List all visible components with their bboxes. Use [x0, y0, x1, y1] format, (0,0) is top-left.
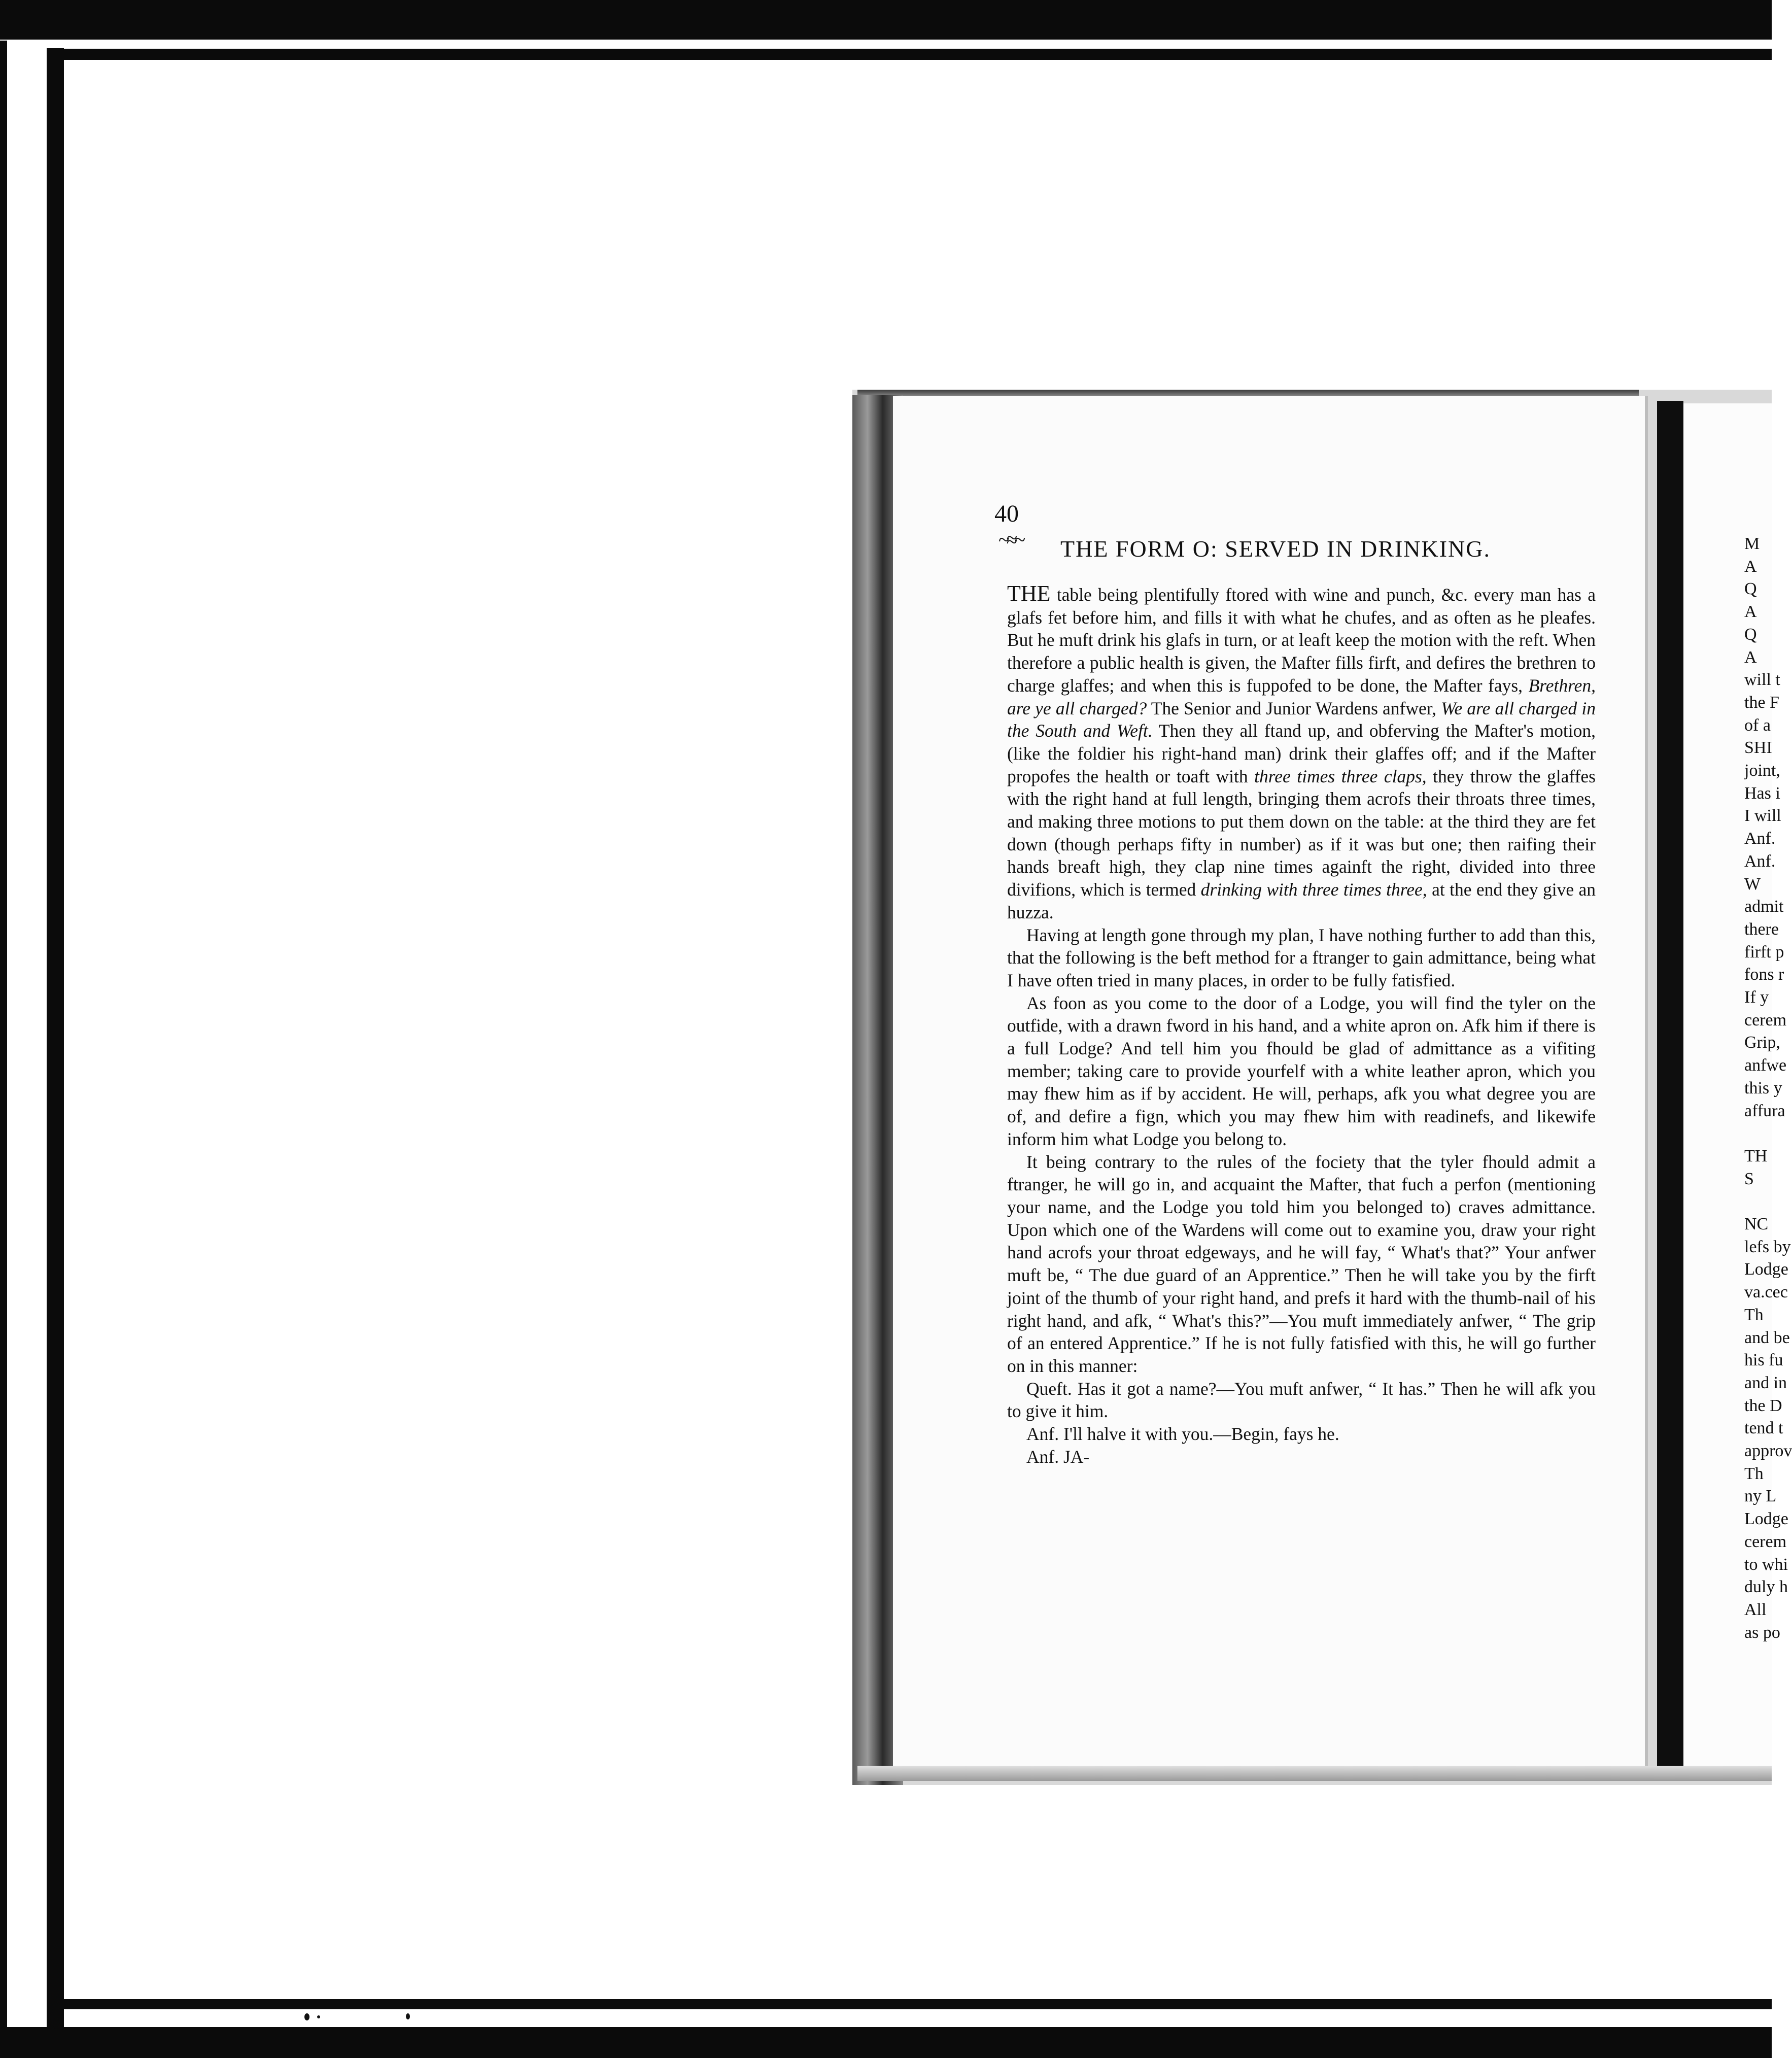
right-page-line: S — [1744, 1169, 1754, 1188]
right-page-line: tend t — [1744, 1419, 1783, 1438]
italic-phrase: We are all charged in the South and Weft. — [1007, 698, 1596, 741]
right-page-line: W — [1744, 874, 1761, 894]
paragraph-5: Queft. Has it got a name?—You muft anfwer, “ It has.” Then he will afk you to give it him. — [1007, 1378, 1596, 1422]
right-page-line: affura — [1744, 1101, 1785, 1120]
right-page-line: Anf. — [1744, 829, 1776, 848]
right-page-line: this y — [1744, 1078, 1782, 1097]
right-page-line: of a — [1744, 715, 1771, 735]
right-page-line: the F — [1744, 693, 1779, 712]
paragraph-1: THE table being plentifully ftored with wine and punch, &c. every man has a glafs fet before him, and fills it with what he chufes, and as often as he pleafes. But he muft drink his glafs in turn, or at leaft keep the motion with the reft. When therefore a public health is given, the Mafter fills firft, and defires the brethren to charge glaffes; and when this is fuppofed to be done, the Mafter fays, Brethren, are ye all charged? The Senior and Junior Wardens anfwer, We are all charged in the South and Weft. Then they all ftand up, and obferving the Mafter's motion, (like the foldier his right-hand man) drink their glaffes off; and if the Mafter propofes the health or toaft with three times three claps, they throw the glaffes with the right hand at full length, bringing them acrofs their throats three times, and making three motions to put them down on the table: at the third they are fet down (though perhaps fifty in number) as if it was but one; then raifing their hands breaft high, they clap nine times againft the right, divided into three divifions, which is termed drinking with three times three, at the end they give an huzza. — [1007, 581, 1596, 922]
right-page-line: there — [1744, 919, 1779, 939]
ornament: ~≈~ — [998, 528, 1023, 551]
right-page-line: and be — [1744, 1328, 1790, 1347]
right-page-line: Th — [1744, 1305, 1764, 1324]
right-page-line: NC — [1744, 1215, 1769, 1233]
film-speck — [317, 2015, 320, 2018]
right-page-line: SHI — [1744, 738, 1772, 758]
right-page-line: cerem — [1744, 1532, 1787, 1551]
right-page-line: the D — [1744, 1396, 1782, 1415]
film-border-top — [0, 0, 1772, 40]
right-page-line: va.cec — [1744, 1283, 1788, 1302]
right-page-line: Lodge — [1744, 1510, 1788, 1529]
right-page-line: duly h — [1744, 1577, 1788, 1597]
right-page-line: to whi — [1744, 1555, 1788, 1574]
right-page-line: TH — [1744, 1146, 1768, 1165]
page-number: 40 — [994, 500, 1019, 527]
italic-phrase: drinking with three times three, — [1200, 879, 1427, 900]
film-border-left — [47, 48, 64, 2030]
film-speck — [304, 2013, 309, 2020]
film-frame-bottom — [64, 1999, 1772, 2009]
right-page-line: Grip, — [1744, 1033, 1780, 1052]
right-page-line: I will — [1744, 806, 1781, 826]
paragraph-6: Anf. I'll halve it with you.—Begin, fays he. — [1026, 1424, 1339, 1445]
paragraph-3: As foon as you come to the door of a Lodge, you will find the tyler on the outfide, with a drawn fword in his hand, and a white apron on. Afk him if there is a full Lodge? And tell him you fhould be glad of admittance as a vifiting member; taking care to provide yourfelf with a white leather apron, which you may fhew him as if by accident. He will, perhaps, afk you what degree you are of, and defire a fign, which you may fhew him with readinefs, and likewife inform him what Lodge you belong to. — [1007, 992, 1596, 1149]
right-page-line: If y — [1744, 988, 1769, 1007]
right-page-line: and in — [1744, 1373, 1787, 1392]
right-page-line: Th — [1744, 1464, 1764, 1483]
right-page-line: Q — [1744, 625, 1757, 644]
right-page-line: approv — [1744, 1442, 1792, 1460]
right-page-line: anfwe — [1744, 1056, 1787, 1075]
right-page-line: A — [1744, 647, 1757, 667]
film-border-left-outer — [0, 41, 7, 2027]
right-page-line: All — [1744, 1600, 1767, 1619]
running-head: THE FORM O: SERVED IN DRINKING. — [1060, 536, 1491, 562]
italic-phrase: three times three claps, — [1254, 766, 1427, 786]
book-gutter — [1657, 401, 1683, 1781]
right-page-line: admit — [1744, 897, 1784, 916]
film-border-bottom — [0, 2027, 1772, 2058]
paragraph-4: It being contrary to the rules of the fociety that the tyler fhould admit a ftranger, he will go in, and acquaint the Mafter, that fuch a perfon (mentioning your name, and the Lodge you told him you belonged to) craves admittance. Upon which one of the Wardens will come out to examine you, draw your right hand acrofs your throat edgeways, and he will fay, “ What's that?” Your anfwer muft be, “ The due guard of an Apprentice.” Then he will take you by the firft joint of the thumb of your right hand, and prefs it hard with the thumb-nail of his right hand, and afk, “ What's this?”—You muft immediately anfwer, “ The grip of an entered Apprentice.” If he is not fully fatisfied with this, he will go further on in this manner: — [1007, 1151, 1596, 1376]
right-page-line: joint, — [1744, 761, 1780, 780]
book-bottom-edge — [857, 1766, 1772, 1781]
film-speck — [406, 2013, 410, 2019]
paragraph-7: Anf. JA- — [1026, 1446, 1090, 1467]
drop-word: THE — [1007, 581, 1051, 606]
body-text — [1007, 582, 1596, 1468]
paragraph-2: Having at length gone through my plan, I have nothing further to add than this, that the following is the beft method for a ftranger to gain admittance, being what I have often tried in many places, in order to be fully fatisfied. — [1007, 924, 1596, 990]
italic-phrase: Brethren, are ye all charged? — [1007, 675, 1596, 718]
film-speck — [1451, 45, 1455, 49]
right-page-line: ny L — [1744, 1487, 1777, 1506]
right-page-line: his fu — [1744, 1351, 1783, 1370]
right-page-line: as po — [1744, 1623, 1780, 1642]
film-frame-top — [64, 49, 1772, 60]
right-page-line: lefs by — [1744, 1237, 1791, 1256]
right-page-line: cerem — [1744, 1010, 1787, 1030]
right-page-line: fons r — [1744, 965, 1784, 984]
right-page-line: M — [1744, 534, 1760, 553]
right-page-line: A — [1744, 557, 1757, 576]
right-page-line: will t — [1744, 670, 1780, 690]
right-page-line: Lodge — [1744, 1260, 1788, 1279]
right-page-line: Q — [1744, 579, 1757, 599]
right-page-line: firft p — [1744, 942, 1784, 962]
right-page-line: Anf. — [1744, 851, 1776, 871]
right-page-line: A — [1744, 602, 1757, 622]
right-page-line: Has i — [1744, 783, 1780, 803]
